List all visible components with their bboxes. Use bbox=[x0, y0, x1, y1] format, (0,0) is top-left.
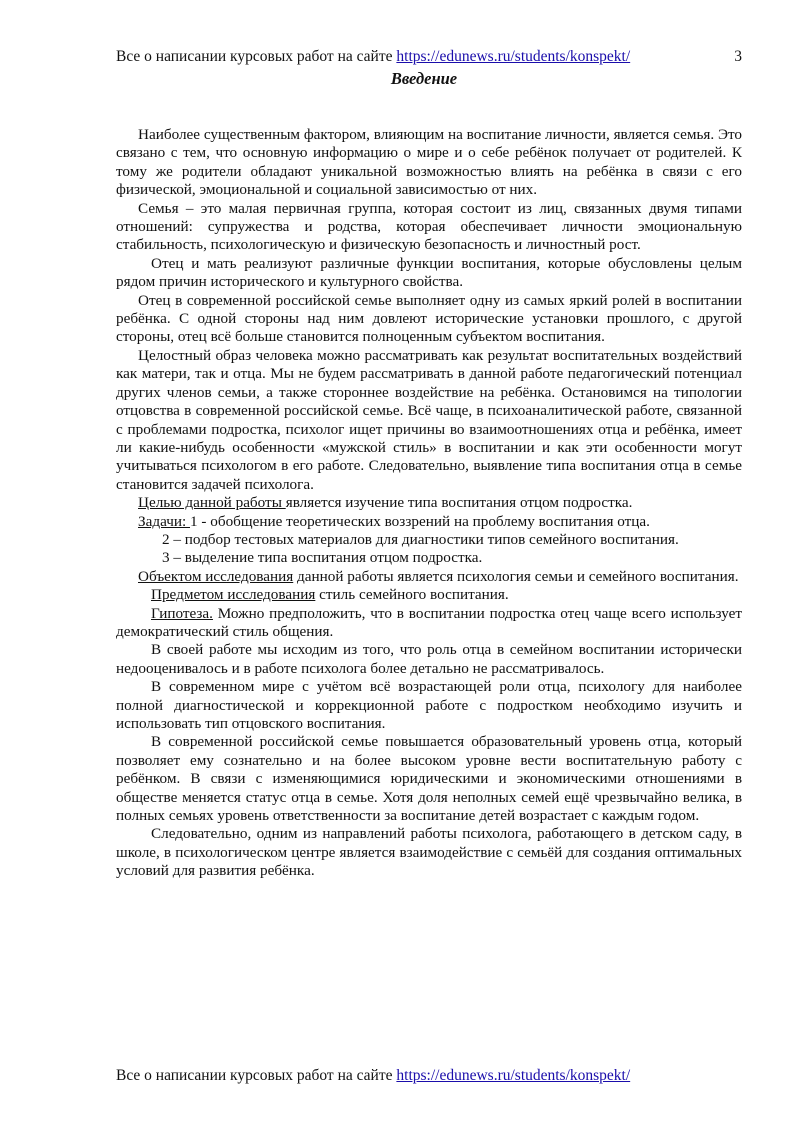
task-item: 1 - обобщение теоретических воззрений на проблему воспитания отца. bbox=[190, 512, 650, 530]
hypothesis-label: Гипотеза. bbox=[151, 604, 213, 622]
tasks-paragraph bbox=[116, 513, 742, 531]
goal-label: Целью данной работы bbox=[138, 494, 286, 512]
paragraph: В современном мире с учётом всё возрастающей роли отца, психологу для наиболее полной диагностической и коррекционной работе с подростком необходимо изучить и использовать тип отцовского воспитания. bbox=[116, 678, 742, 732]
paragraph: В своей работе мы исходим из того, что роль отца в семейном воспитании исторически недооценивалось и в работе психолога более детально не рассматривалось. bbox=[116, 641, 742, 677]
footer-site-link[interactable]: https://edunews.ru/students/konspekt/ bbox=[396, 1067, 631, 1084]
body-text bbox=[116, 126, 742, 881]
paragraph: В современной российской семье повышается образовательный уровень отца, который позволяет ему сознательно и на более высоком уровне вести воспитательную работу с ребёнком. В связи с изменяющимися юридическими и экономическими отношениями в обществе меняется статус отца в семье. Хотя доля неполных семей ещё чрезвычайно велика, в полных семьях уровень ответственности за воспитание детей возрастает с каждым годом. bbox=[116, 733, 742, 825]
header-text: Все о написании курсовых работ на сайте bbox=[116, 48, 397, 65]
header-site-link[interactable]: https://edunews.ru/students/konspekt/ bbox=[396, 48, 631, 65]
section-title: Введение bbox=[390, 69, 458, 88]
task-item: 2 – подбор тестовых материалов для диагностики типов семейного воспитания. bbox=[162, 530, 679, 548]
page-footer bbox=[116, 1066, 742, 1086]
object-paragraph bbox=[116, 568, 742, 586]
subject-label: Предметом исследования bbox=[151, 586, 316, 604]
paragraph: Наиболее существенным фактором, влияющим на воспитание личности, является семья. Это связано с тем, что основную информацию о мире и о себе ребёнок получает от родителей. К тому же родители обладают уникальной возможностью влиять на ребёнка в связи с его физической, эмоциональной и социальной зависимостью от них. bbox=[116, 126, 743, 199]
goal-text: является изучение типа воспитания отцом подростка. bbox=[285, 494, 633, 512]
hypothesis-paragraph bbox=[116, 605, 742, 642]
task-item: 3 – выделение типа воспитания отцом подростка. bbox=[162, 549, 483, 567]
paragraph: Целостный образ человека можно рассматривать как результат воспитательных воздействий как матери, так и отца. Мы не будем рассматривать в данной работе педагогический потенциал других членов семьи, а также стороннее воздействие на ребёнка. Остановимся на типологии отцовства в современной российской семье. Всё чаще, в психоаналитической работе, связанной с проблемами подростка, психолог ищет причины во взаимоотношениях отца и ребёнка, имеет ли какие-нибудь особенности «мужской стиль» в воспитании и как эти особенности могут учитываться психологом в его работе. Следовательно, выявление типа воспитания отца в семье становится задачей психолога. bbox=[116, 346, 742, 493]
page-header bbox=[116, 47, 742, 67]
hypothesis-text: Можно предположить, что в воспитании подростка отец чаще всего использует демократический стиль общения. bbox=[116, 604, 742, 640]
paragraph: Отец в современной российской семье выполняет одну из самых яркий ролей в воспитании ребёнка. С одной стороны над ним довлеют исторические установки прошлого, с другой стороны, отец всё больше становится полноценным субъектом воспитания. bbox=[116, 291, 742, 346]
paragraph: Семья – это малая первичная группа, которая состоит из лиц, связанных двумя типами отношений: супружества и родства, которая обеспечивает личности эмоциональную стабильность, психологическую и физическую безопасность и личностный рост. bbox=[116, 199, 742, 254]
tasks-label: Задачи: bbox=[138, 512, 190, 530]
goal-paragraph bbox=[116, 494, 742, 512]
paragraph: Отец и мать реализуют различные функции воспитания, которые обусловлены целым рядом причин исторического и культурного свойства. bbox=[116, 254, 742, 291]
footer-text: Все о написании курсовых работ на сайте bbox=[116, 1067, 397, 1084]
object-label: Объектом исследования bbox=[138, 567, 294, 585]
paragraph: Следовательно, одним из направлений работы психолога, работающего в детском саду, в школе, в психологическом центре является взаимодействие с семьёй для создания оптимальных условий для развития ребёнка. bbox=[116, 825, 742, 880]
page-number: 3 bbox=[734, 48, 742, 65]
subject-paragraph bbox=[116, 586, 742, 604]
object-text: данной работы является психология семьи и семейного воспитания. bbox=[293, 567, 739, 585]
subject-text: стиль семейного воспитания. bbox=[315, 586, 509, 604]
